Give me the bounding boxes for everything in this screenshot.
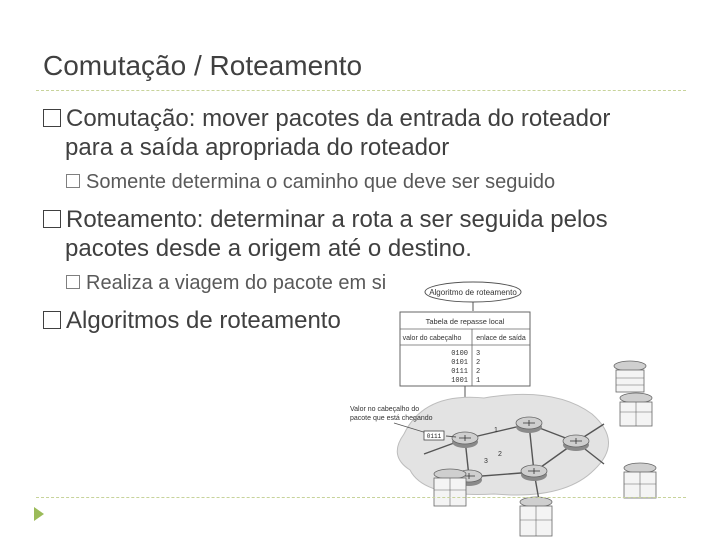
forwarding-diagram xyxy=(344,274,666,540)
router-icon xyxy=(516,417,542,433)
host-router-icon xyxy=(620,393,652,426)
host-router-icon xyxy=(434,469,466,506)
bullet-3-text: Algoritmos de roteamento xyxy=(66,307,341,334)
bullet-1-text: Comutação: mover pacotes da entrada do roteador xyxy=(66,105,611,132)
col-link-label: enlace de saída xyxy=(476,335,526,342)
table-row-link: 1 xyxy=(476,377,481,385)
sub-bullet-2-text: Realiza a viagem do pacote em si xyxy=(86,272,387,294)
packet-value: 0111 xyxy=(426,433,442,440)
incoming-label: pacote que está chegando xyxy=(350,415,433,422)
table-row-link: 2 xyxy=(476,368,481,376)
link-label: 2 xyxy=(498,451,502,458)
sub-bullet-1 xyxy=(66,170,555,194)
link-label: 3 xyxy=(484,458,488,465)
bullet-2-text: Roteamento: determinar a rota a ser seguida pelos xyxy=(66,206,608,233)
table-row-header: 0100 xyxy=(451,350,468,358)
bullet-2 xyxy=(43,205,683,263)
bullet-1 xyxy=(43,104,683,162)
host-router-icon xyxy=(520,497,552,536)
table-row-header: 1001 xyxy=(451,377,468,385)
bullet-box-icon xyxy=(43,311,61,329)
bullet-box-icon xyxy=(43,109,61,127)
router-icon xyxy=(452,432,478,448)
table-row-link: 3 xyxy=(476,350,481,358)
table-title: Tabela de repasse local xyxy=(425,317,505,326)
table-row-header: 0101 xyxy=(451,359,468,367)
host-router-icon xyxy=(614,361,646,392)
bullet-box-icon xyxy=(43,210,61,228)
algorithm-label: Algoritmo de roteamento xyxy=(429,288,517,297)
slide-title: Comutação / Roteamento xyxy=(43,50,363,81)
host-router-icon xyxy=(624,463,656,498)
table-row-header: 0111 xyxy=(451,368,468,376)
link-label: 1 xyxy=(494,427,498,434)
router-icon xyxy=(563,435,589,451)
table-row-link: 2 xyxy=(476,359,481,367)
col-header-label: valor do cabeçalho xyxy=(402,335,462,342)
incoming-label: Valor no cabeçalho do xyxy=(350,406,420,413)
bullet-2-text-cont: pacotes desde a origem até o destino. xyxy=(65,235,472,262)
slide-corner-arrow-icon xyxy=(34,507,44,521)
router-icon xyxy=(521,465,547,481)
sub-bullet-2 xyxy=(66,271,386,295)
sub-bullet-box-icon xyxy=(66,174,80,188)
sub-bullet-box-icon xyxy=(66,275,80,289)
footer-divider xyxy=(36,497,686,498)
sub-bullet-1-text: Somente determina o caminho que deve ser seguido xyxy=(86,171,556,193)
bullet-1-text-cont: para a saída apropriada do roteador xyxy=(65,134,450,161)
title-divider xyxy=(36,90,686,91)
